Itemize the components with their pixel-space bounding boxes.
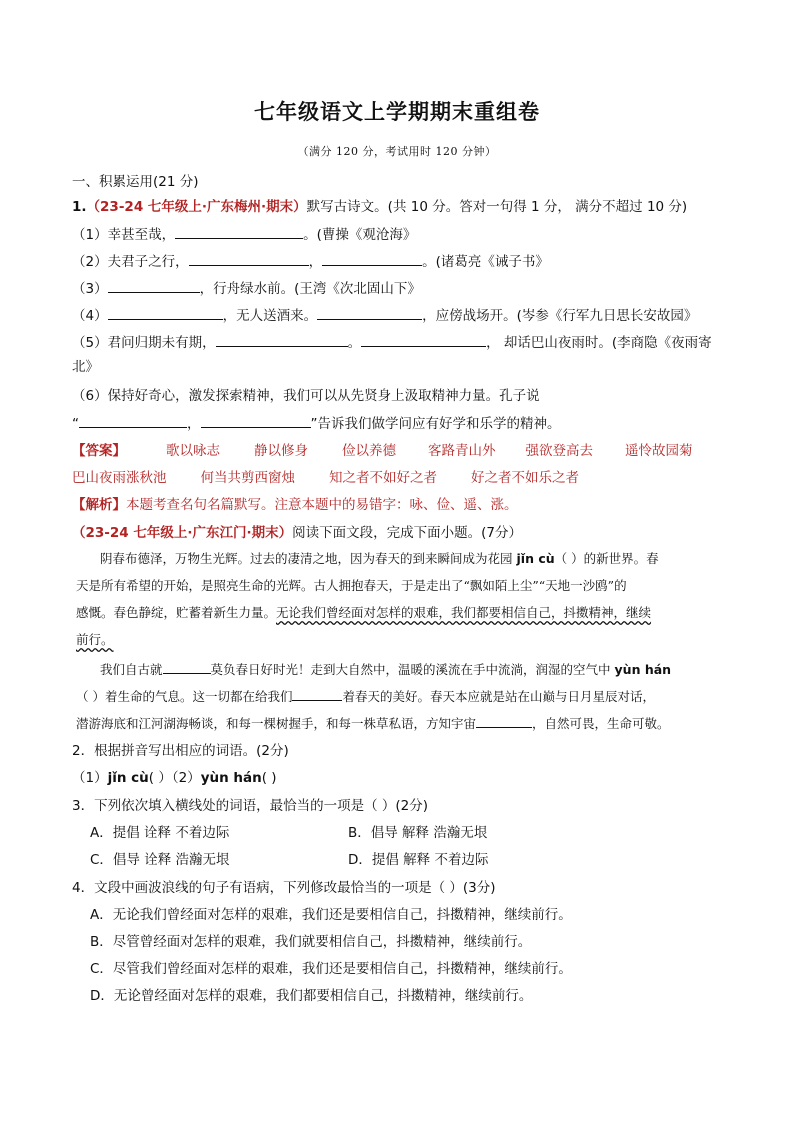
- question-3-stem: 3．下列依次填入横线处的词语，最恰当的一项是（ ）(2分): [72, 798, 429, 814]
- item-label: （6）: [72, 388, 108, 404]
- fill-blank[interactable]: [163, 659, 211, 674]
- q3-options-row-1: [90, 823, 750, 843]
- fill-blank[interactable]: [476, 713, 532, 728]
- question-stem: 默写古诗文。(共 10 分。答对一句得 1 分， 满分不超过 10 分): [306, 199, 688, 215]
- fill-blank[interactable]: [108, 305, 223, 320]
- pinyin: yùn hán: [200, 770, 262, 786]
- fill-blank[interactable]: [292, 686, 342, 701]
- passage-line: [76, 686, 736, 707]
- wavy-sentence: 前行。: [76, 632, 114, 647]
- answer-slot[interactable]: ( ): [261, 770, 277, 786]
- item-text: ，无人送酒来。: [222, 308, 318, 324]
- option-d[interactable]: D．无论曾经面对怎样的艰难，我们都要相信自己，抖擞精神，继续前行。: [90, 988, 533, 1004]
- passage-header: [72, 523, 732, 543]
- item-text: 幸甚至哉，: [107, 227, 176, 243]
- answer-label: 【答案】: [72, 443, 126, 459]
- passage-text: 莫负春日好时光！走到大自然中，温暖的溪流在手中流淌，润湿的空气中: [210, 662, 611, 677]
- item-text: 君问归期未有期，: [107, 335, 216, 351]
- section-heading: 一、积累运用(21 分): [72, 174, 199, 190]
- q3-options-row-2: [90, 850, 750, 870]
- passage-line: 天是所有希望的开始，是照亮生命的光辉。古人拥抱春天，于是走出了“飘如陌上尘”“天地一沙鸥”的: [76, 578, 627, 593]
- item-label: （1）: [72, 227, 108, 243]
- fill-blank[interactable]: [322, 251, 422, 266]
- option-a[interactable]: A．无论我们曾经面对怎样的艰难，我们还是要相信自己，抖擞精神，继续前行。: [90, 907, 572, 923]
- answer-item: 好之者不如乐之者: [471, 470, 579, 486]
- passage-text: 潜游海底和江河湖海畅谈，和每一棵树握手，和每一株草私语，方知宇宙: [76, 716, 477, 731]
- fill-blank[interactable]: [79, 413, 187, 428]
- question-source: （23-24 七年级上·广东梅州·期末）: [86, 199, 307, 215]
- passage-text: 我们自古就: [100, 662, 163, 677]
- answer-item: 强欲登高去: [525, 443, 593, 459]
- fill-blank[interactable]: [361, 332, 486, 347]
- q1-item-5-cont: 北》: [72, 359, 99, 375]
- q1-item-6: [72, 386, 732, 406]
- fill-blank[interactable]: [317, 305, 422, 320]
- item-text: ”告诉我们做学问应有好学和乐学的精神。: [310, 416, 561, 432]
- analysis-label: 【解析】: [72, 497, 126, 513]
- passage-text: 阴春布德泽，万物生光辉。过去的凄清之地，因为春天的到来瞬间成为花园: [100, 551, 513, 566]
- passage-line: [76, 713, 736, 734]
- passage-text: （ ）着生命的气息。这一切都在给我们: [76, 689, 293, 704]
- item-text: ，: [308, 254, 323, 270]
- item-text: 。(诸葛亮《诫子书》: [422, 254, 549, 270]
- q1-item-3: [72, 278, 732, 299]
- item-text: 保持好奇心，激发探索精神，我们可以从先贤身上汲取精神力量。孔子说: [107, 388, 540, 404]
- item-text: ，: [187, 416, 201, 432]
- fill-blank[interactable]: [216, 332, 348, 347]
- passage-text: （ ）的新世界。春: [554, 551, 659, 566]
- pinyin: jǐn cù: [107, 770, 149, 786]
- answer-item: 知之者不如好之者: [329, 470, 437, 486]
- item-label: （5）: [72, 335, 108, 351]
- item-text: ， 却话巴山夜雨时。(李商隐《夜雨寄: [486, 335, 712, 351]
- item-text: ，行舟绿水前。(王湾《次北固山下》: [199, 281, 421, 297]
- option-b[interactable]: B．尽管曾经面对怎样的艰难，我们就要相信自己，抖擞精神，继续前行。: [90, 934, 532, 950]
- passage-text: 着春天的美好。春天本应就是站在山巅与日月星辰对话，: [342, 689, 655, 704]
- question-2-stem: 2．根据拼音写出相应的词语。(2分): [72, 743, 289, 759]
- passage-line: [76, 603, 736, 623]
- passage-source: （23-24 七年级上·广东江门·期末）: [72, 525, 293, 541]
- answer-row-2: [72, 468, 732, 488]
- pinyin: jǐn cù: [516, 551, 555, 566]
- q1-item-4: [72, 305, 732, 326]
- answer-item: 静以修身: [254, 443, 308, 459]
- page-subtitle: （满分 120 分，考试用时 120 分钟）: [297, 145, 497, 158]
- item-label: （4）: [72, 308, 108, 324]
- item-text: 。(曹操《观沧海》: [303, 227, 417, 243]
- page-title: 七年级语文上学期期末重组卷: [254, 100, 540, 124]
- item-label: （1）: [72, 770, 108, 786]
- pinyin: yùn hán: [614, 662, 672, 677]
- option-c[interactable]: C．尽管我们曾经面对怎样的艰难，我们还是要相信自己，抖擞精神，继续前行。: [90, 961, 572, 977]
- option-c[interactable]: C．倡导 诠释 浩瀚无垠: [90, 852, 230, 868]
- passage-instruction: 阅读下面文段，完成下面小题。(7分）: [292, 525, 522, 541]
- fill-blank[interactable]: [175, 224, 303, 239]
- passage-text: ，自然可畏，生命可敬。: [532, 716, 670, 731]
- wavy-sentence: 无论我们曾经面对怎样的艰难，我们都要相信自己，抖擞精神，继续: [276, 605, 652, 620]
- item-label: （2）: [72, 254, 108, 270]
- item-text: 。: [347, 335, 362, 351]
- q1-item-2: [72, 251, 732, 272]
- analysis-text: 本题考查名句名篇默写。注意本题中的易错字：咏、俭、遥、涨。: [126, 497, 518, 513]
- question-number: 1.: [72, 199, 87, 215]
- answer-item: 客路青山外: [428, 443, 496, 459]
- answer-item: 遥怜故园菊: [625, 443, 693, 459]
- item-text: “: [72, 416, 79, 432]
- item-label: （3）: [72, 281, 108, 297]
- answer-item: 何当共剪西窗烛: [200, 470, 295, 486]
- answer-item: 歌以咏志: [166, 443, 220, 459]
- q1-item-1: [72, 224, 732, 245]
- question-4-stem: 4．文段中画波浪线的句子有语病，下列修改最恰当的一项是（ ）(3分): [72, 880, 496, 896]
- fill-blank[interactable]: [189, 251, 309, 266]
- answer-item: 巴山夜雨涨秋池: [72, 470, 167, 486]
- answer-row-1: [72, 441, 732, 461]
- analysis-row: [72, 495, 732, 515]
- question-2-answer-line: [72, 768, 732, 788]
- item-text: ，应傍战场开。(岑参《行军九日思长安故园》: [422, 308, 698, 324]
- q1-item-5: [72, 332, 732, 353]
- option-b[interactable]: B．倡导 解释 浩瀚无垠: [348, 825, 488, 841]
- answer-item: 俭以养德: [342, 443, 396, 459]
- question-1-header: [72, 197, 732, 217]
- option-a[interactable]: A．提倡 诠释 不着边际: [90, 825, 230, 841]
- q1-item-6-cont: [72, 413, 732, 434]
- answer-slot[interactable]: ( ）（2）: [148, 770, 201, 786]
- item-text: 夫君子之行，: [107, 254, 189, 270]
- fill-blank[interactable]: [108, 278, 200, 293]
- fill-blank[interactable]: [201, 413, 311, 428]
- passage-line: [76, 630, 736, 650]
- option-d[interactable]: D．提倡 解释 不着边际: [348, 852, 489, 868]
- passage-text: 感慨。春色静绽，贮蓄着新生力量。: [76, 605, 277, 620]
- passage-line: [100, 659, 760, 680]
- passage-line: [100, 549, 760, 569]
